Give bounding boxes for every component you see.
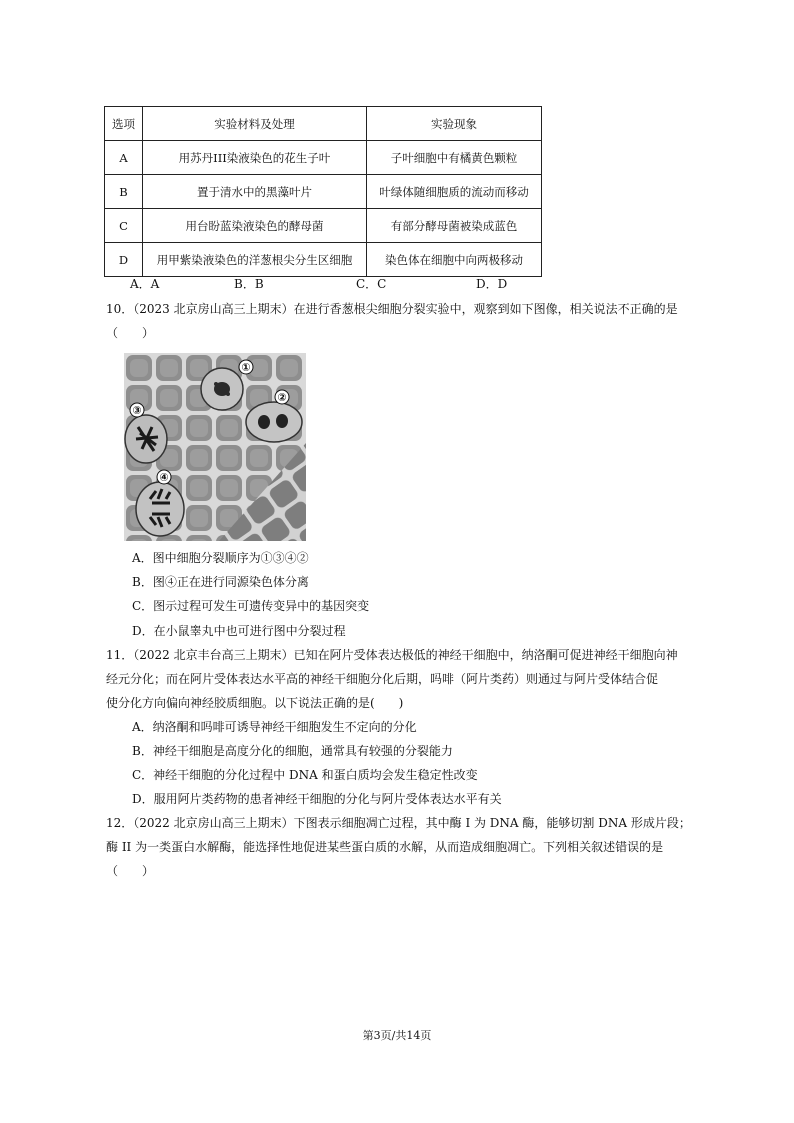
q10-option-b: B．图④正在进行同源染色体分离: [132, 575, 309, 589]
table-cell: 染色体在细胞中向两极移动: [367, 243, 542, 277]
cell-1: [201, 368, 243, 410]
table-cell: 置于清水中的黑藻叶片: [143, 175, 367, 209]
svg-text:③: ③: [132, 404, 142, 417]
label-1: [239, 360, 253, 374]
table-row: [105, 243, 542, 277]
table-row: [105, 141, 542, 175]
q9-option-a: A．A: [130, 277, 160, 291]
q11-option-a: A．纳洛酮和吗啡可诱导神经干细胞发生不定向的分化: [132, 720, 417, 734]
table-header-row: [105, 107, 542, 141]
q10-stem-line1: 10．（2023 北京房山高三上期末）在进行香葱根尖细胞分裂实验中，观察到如下图像，相关说法不正确的是: [106, 302, 678, 316]
table-cell: C: [105, 209, 143, 243]
q9-option-d: D．D: [476, 277, 508, 291]
q10-stem-line2: （ ）: [106, 326, 155, 340]
q11-option-b: B．神经干细胞是高度分化的细胞，通常具有较强的分裂能力: [132, 744, 453, 758]
q12-stem-line3: （ ）: [106, 864, 155, 878]
table-row: [105, 175, 542, 209]
table-header-cell: 实验现象: [367, 107, 542, 141]
table-row: [105, 209, 542, 243]
q11-stem-line1: 11．（2022 北京丰台高三上期末）已知在阿片受体表达极低的神经干细胞中，纳洛酮可促进神经干细胞向神: [106, 648, 678, 662]
q12-stem-line1: 12．（2022 北京房山高三上期末）下图表示细胞凋亡过程，其中酶 I 为 DNA 酶，能够切割 DNA 形成片段；: [106, 816, 691, 830]
cell-2: [246, 402, 302, 442]
q10-option-a: A．图中细胞分裂顺序为①③④②: [132, 551, 309, 565]
experiment-table: [104, 106, 542, 277]
table-header-cell: 实验材料及处理: [143, 107, 367, 141]
table-cell: 叶绿体随细胞质的流动而移动: [367, 175, 542, 209]
cell-4: [136, 482, 184, 536]
table-cell: D: [105, 243, 143, 277]
q9-option-c: C．C: [356, 277, 387, 291]
svg-text:①: ①: [241, 361, 251, 374]
q11-option-d: D．服用阿片类药物的患者神经干细胞的分化与阿片受体表达水平有关: [132, 792, 502, 806]
q11-stem-line2: 经元分化；而在阿片受体表达水平高的神经干细胞分化后期，吗啡（阿片类药）则通过与阿片受体结合促: [106, 672, 659, 686]
q11-option-c: C．神经干细胞的分化过程中 DNA 和蛋白质均会发生稳定性改变: [132, 768, 478, 782]
table-cell: 用台盼蓝染液染色的酵母菌: [143, 209, 367, 243]
table-cell: 有部分酵母菌被染成蓝色: [367, 209, 542, 243]
table-cell: 用苏丹III染液染色的花生子叶: [143, 141, 367, 175]
svg-text:④: ④: [159, 471, 169, 484]
table-cell: A: [105, 141, 143, 175]
table-cell: 子叶细胞中有橘黄色颗粒: [367, 141, 542, 175]
label-2: [275, 390, 289, 404]
q9-option-b: B．B: [234, 277, 264, 291]
cell-3: [125, 415, 167, 463]
page-footer: 第3页/共14页: [362, 1029, 432, 1042]
table-header-cell: 选项: [105, 107, 143, 141]
q12-stem-line2: 酶 II 为一类蛋白水解酶，能选择性地促进某些蛋白质的水解，从而造成细胞凋亡。下列相关叙述错误的是: [106, 840, 664, 854]
q10-option-c: C．图示过程可发生可遗传变异中的基因突变: [132, 599, 370, 613]
table-cell: 用甲紫染液染色的洋葱根尖分生区细胞: [143, 243, 367, 277]
svg-text:②: ②: [277, 391, 287, 404]
label-4: [157, 470, 171, 484]
q10-option-d: D．在小鼠睾丸中也可进行图中分裂过程: [132, 624, 346, 638]
q11-stem-line3: 使分化方向偏向神经胶质细胞。以下说法正确的是( ): [106, 696, 404, 710]
root-tip-micrograph: [124, 353, 306, 541]
table-cell: B: [105, 175, 143, 209]
label-3: [130, 403, 144, 417]
